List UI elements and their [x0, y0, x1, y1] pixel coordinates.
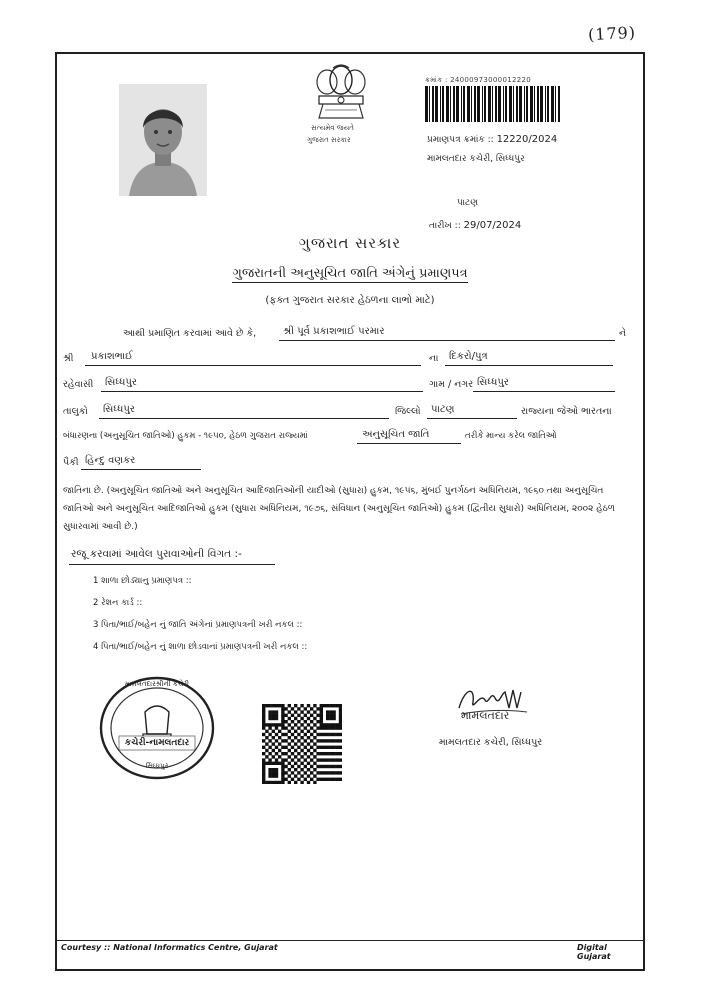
recognized-text: તરીકે માન્ય કરેલ જાતિઓ: [465, 431, 557, 441]
order-text: બંધારણના (અનુસૂચિત જાતિઓ) હુકમ - ૧૯૫૦, હેઠળ ગુજરાત રાજ્યમાં: [63, 431, 308, 441]
village-label: ગામ / નગર: [429, 379, 474, 390]
taluka-label: તાલુકો: [63, 406, 88, 417]
documents-heading: રજૂ કરવામાં આવેલ પુરાવાઓની વિગત :-: [71, 548, 242, 560]
district-value: પાટણ: [431, 404, 455, 415]
caste-label: પૈકી: [63, 457, 79, 468]
government-title: ગુજરાત સરકાર: [298, 234, 402, 252]
certificate-number-label: પ્રમાણપત્ર ક્રમાંક ::: [427, 135, 494, 145]
state-suffix: રાજ્યના જેઓ ભારતના: [521, 406, 612, 417]
applicant-name: શ્રી પૂર્વ પ્રકાશભાઈ પરમાર: [283, 326, 385, 337]
seal-bottom-text: સિધ્ધપુર: [145, 762, 169, 770]
certify-prefix: આથી પ્રમાણિત કરવામાં આવે છે કે,: [123, 328, 257, 339]
father-name: પ્રકાશભાઈ: [91, 351, 133, 362]
qr-code-icon: [262, 704, 342, 784]
emblem-caption-bottom: ગુજરાત સરકાર: [307, 136, 351, 144]
issue-date: [429, 220, 521, 231]
certificate-title: ગુજરાતની અનુસૂચિત જાતિ અંગેનું પ્રમાણપત્ર: [232, 266, 468, 281]
certificate-page: [55, 52, 645, 971]
seal-top-text: મામલતદારશ્રીની કચેરી: [124, 680, 190, 688]
document-item: 1 શાળા છોડ્યાનુ પ્રમાણપત્ર ::: [93, 576, 192, 586]
district-label: જિલ્લો: [395, 406, 421, 417]
issue-date-value: 29/07/2024: [463, 220, 522, 231]
document-item: 4 પિતા/ભાઈ/બહેન નું શાળા છોડવાનાં પ્રમાણપત્રની ખરી નકલ ::: [93, 642, 308, 652]
office-seal: [97, 674, 217, 782]
father-label: શ્રી: [63, 353, 74, 364]
emblem-caption-top: સત્યમેવ જયતે: [311, 124, 354, 132]
applicant-photo: [119, 84, 207, 196]
handwritten-note: (179): [587, 22, 637, 45]
relation-label: ના: [429, 353, 439, 364]
village-value: સિધ્ધપુર: [477, 377, 509, 388]
category-value: અનુસૂચિત જાતિ: [362, 429, 430, 440]
national-emblem: [305, 60, 377, 152]
taluka-value: સિધ્ધપુર: [103, 404, 135, 415]
barcode-icon: [423, 86, 563, 122]
certificate-number-value: 12220/2024: [496, 134, 558, 145]
caste-value: હિન્દુ વણકર: [85, 455, 136, 466]
legal-paragraph: જાતિના છે. (અનુસૂચિત જાતિઓ અને અનુસૂચિત આદિજાતિઓની યાદીઓ (સુધારા) હુકમ, ૧૯૫૬, મુંબઈ પુનર્ગઠન અધિનિયમ, ૧૯૬૦ તથા અનુસૂચિત જાતિઓ અને અનુસૂચિત આદિજાતિઓ હુકમ (સુધારા અધિનિયમ, ૧૯૭૬, સંવિધાન (અનુસૂચિત જાતિઓ) હુકમ (દ્વિતીય સુધારો) અધિનિયમ, ૨૦૦૨ હેઠળ સુધારવામાં આવી છે.): [63, 486, 615, 532]
barcode-number: ક્રમાંક : 24000973000012220: [425, 76, 531, 84]
certificate-number: [427, 134, 557, 145]
relation-value: દિકરો/પુત્ર: [449, 351, 488, 362]
document-item: 3 પિતા/ભાઈ/બહેન નું જાતિ અંગેનાં પ્રમાણપત્રની ખરી નકલ ::: [93, 620, 303, 630]
resident-value: સિધ્ધપુર: [105, 377, 137, 388]
footer-courtesy: Courtesy :: National Informatics Centre, Gujarat: [61, 943, 278, 952]
certificate-subtitle: (ફક્ત ગુજરાત સરકાર હેઠળના લાભો માટે): [265, 295, 435, 306]
signatory-title: મામલતદાર: [461, 709, 510, 722]
resident-label: રહેવાસી: [63, 379, 94, 390]
footer-digital-gujarat: Digital Gujarat: [577, 943, 611, 961]
signatory-office: મામલતદાર કચેરી, સિધ્ધપુર: [439, 737, 543, 748]
after-name-label: ને: [619, 328, 627, 339]
lion-capital-icon: [305, 60, 377, 130]
issuing-office: મામલતદાર કચેરી, સિધ્ધપુર: [427, 154, 525, 164]
document-item: 2 રેશન કાર્ડ ::: [93, 598, 143, 608]
issue-date-label: તારીખ ::: [429, 221, 461, 231]
seal-middle-text: કચેરી-નામલતદાર: [124, 738, 190, 748]
header-district: પાટણ: [457, 198, 479, 208]
